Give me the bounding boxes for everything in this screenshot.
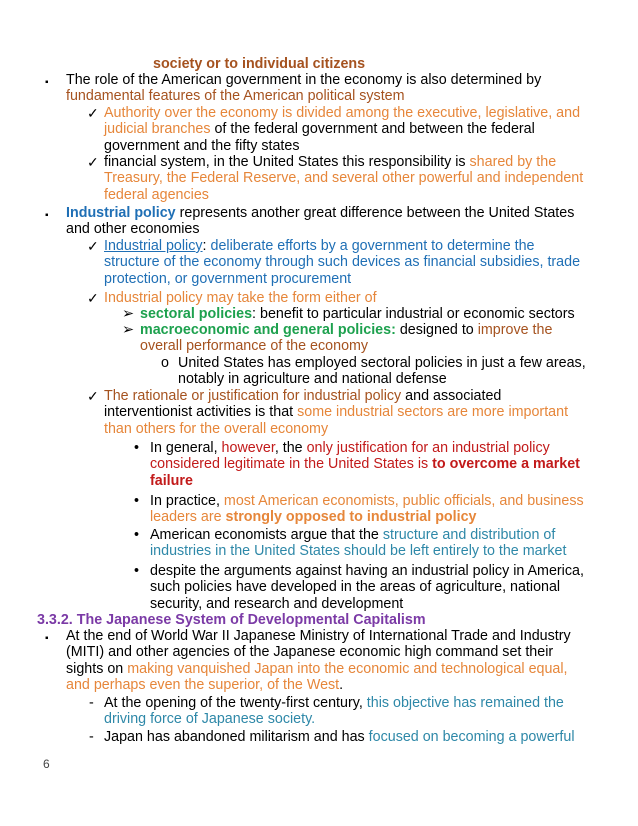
dot-bullet-icon: • [134,527,140,543]
page-number: 6 [43,757,50,771]
continued-line: society or to individual citizens [153,56,366,72]
arrow-sectoral: sectoral policies: benefit to particular industrial or economic sectors [140,306,575,322]
dash-militarism: Japan has abandoned militarism and has focused on becoming a powerful [104,729,575,745]
dot-general: In general, however, the only justification for an industrial policy considered legitimate in the United States is to overcome a market failure [150,440,580,489]
dot-despite: despite the arguments against having an industrial policy in America, such policies have developed in the areas of agriculture, national security, and research and development [150,563,584,612]
square-bullet-icon: ▪ [45,77,49,88]
check-authority: Authority over the economy is divided among the executive, legislative, and judicial branches of the federal government and between the federal government and the fifty states [104,105,581,154]
square-bullet-icon: ▪ [45,633,49,644]
dot-bullet-icon: • [134,563,140,579]
check-rationale: The rationale or justification for industrial policy and associated interventionist activities is that some industrial sectors are more important than others for the overall economy [104,388,569,437]
dot-argue: American economists argue that the structure and distribution of industries in the United States should be left entirely to the market [150,527,567,560]
check-icon: ✓ [87,238,99,254]
section-heading: 3.3.2. The Japanese System of Developmental Capitalism [37,612,426,628]
check-icon: ✓ [87,105,99,121]
dot-practice: In practice, most American economists, public officials, and business leaders are strongly opposed to industrial policy [150,493,584,526]
dot-bullet-icon: • [134,493,140,509]
circle-bullet-icon: o [161,355,169,371]
arrow-icon: ➢ [122,322,134,338]
bullet-industrial-policy: Industrial policy represents another great difference between the United States and other economies [66,205,575,238]
check-financial-system: financial system, in the United States this responsibility is shared by the Treasury, the Federal Reserve, and several other powerful and independent federal agencies [104,154,584,203]
bullet-government-role: The role of the American government in the economy is also determined by fundamental features of the American political system [66,72,542,105]
arrow-macroeconomic: macroeconomic and general policies: designed to improve the overall performance of the economy [140,322,553,355]
dot-bullet-icon: • [134,440,140,456]
dash-bullet-icon: - [89,695,94,711]
circle-sectoral-areas: United States has employed sectoral policies in just a few areas, notably in agriculture and national defense [178,355,586,388]
check-icon: ✓ [87,154,99,170]
check-icon: ✓ [87,388,99,404]
check-icon: ✓ [87,290,99,306]
arrow-icon: ➢ [122,306,134,322]
square-bullet-icon: ▪ [45,210,49,221]
check-definition: Industrial policy: deliberate efforts by a government to determine the structure of the economy through such devices as financial subsidies, trade protection, or government procurement [104,238,581,287]
dash-twenty-first-century: At the opening of the twenty-first century, this objective has remained the driving force of Japanese society. [104,695,564,728]
check-forms: Industrial policy may take the form either of [104,290,377,306]
bullet-japan-miti: At the end of World War II Japanese Ministry of International Trade and Industry (MITI) and other agencies of the Japanese economic high command set their sights on making vanquished Japan into the economic and technological equal, and perhaps even the superior, of the West. [66,628,571,694]
dash-bullet-icon: - [89,729,94,745]
